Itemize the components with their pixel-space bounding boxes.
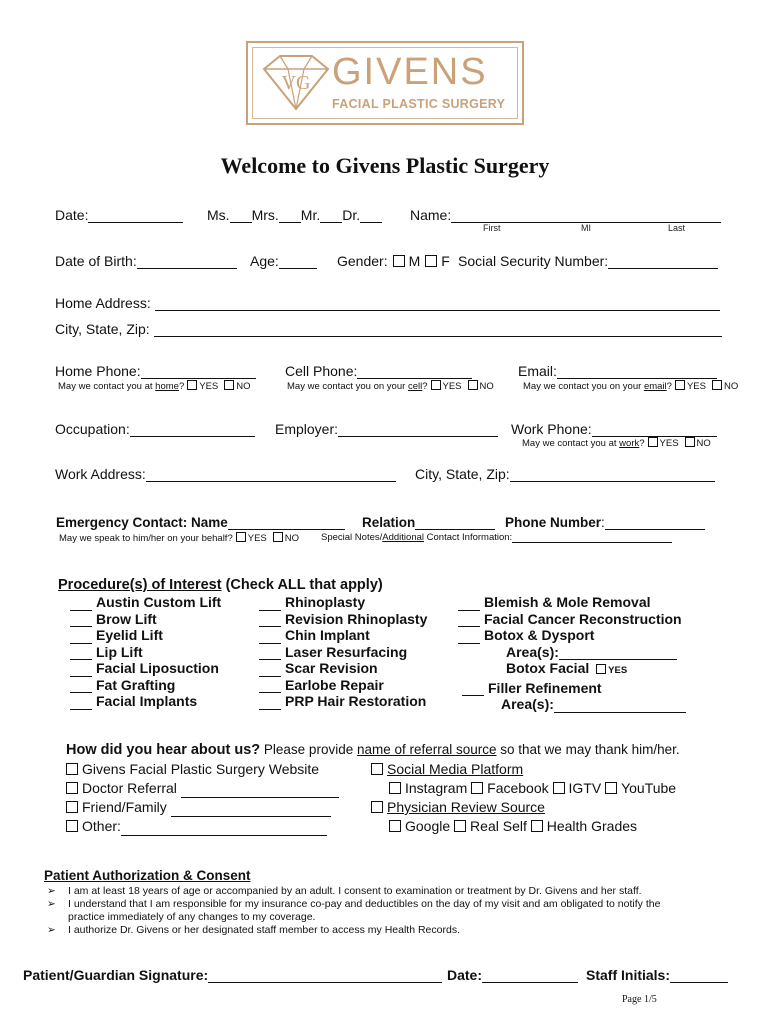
gender-f-checkbox[interactable] bbox=[425, 255, 437, 267]
employer-field[interactable] bbox=[275, 421, 498, 437]
procedure-item[interactable]: Revision Rhinoplasty bbox=[259, 611, 427, 628]
mi-caption: MI bbox=[581, 223, 591, 233]
home-phone-label: Home Phone: bbox=[55, 363, 141, 379]
facebook-checkbox[interactable] bbox=[471, 782, 483, 794]
relation-label: Relation bbox=[362, 515, 416, 530]
dob-field[interactable] bbox=[55, 253, 237, 269]
cell-no-checkbox[interactable] bbox=[468, 380, 478, 390]
physician-review-option[interactable]: Physician Review Source bbox=[371, 798, 676, 817]
relation-field[interactable] bbox=[362, 515, 495, 530]
dr-label: Dr. bbox=[342, 207, 361, 223]
procedures-col3 bbox=[458, 594, 686, 713]
health-grades-checkbox[interactable] bbox=[531, 820, 543, 832]
home-address-label: Home Address: bbox=[55, 295, 151, 311]
work-contact-question: May we contact you at work? YES NO bbox=[522, 438, 711, 449]
age-field[interactable] bbox=[250, 253, 317, 269]
date-label: Date: bbox=[55, 207, 89, 223]
home-contact-question: May we contact you at home? YES NO bbox=[58, 381, 251, 392]
website-checkbox[interactable] bbox=[66, 763, 78, 775]
home-phone-line bbox=[141, 364, 256, 379]
filler-areas-line bbox=[554, 698, 686, 713]
mr-line bbox=[320, 208, 342, 223]
social-platforms: Instagram Facebook IGTV YouTube bbox=[371, 779, 676, 798]
work-address-line bbox=[146, 467, 396, 482]
last-caption: Last bbox=[668, 223, 686, 233]
cell-contact-question: May we contact you on your cell? YES NO bbox=[287, 381, 494, 392]
logo-tagline: FACIAL PLASTIC SURGERY bbox=[332, 97, 506, 111]
work-yes-checkbox[interactable] bbox=[648, 437, 658, 447]
work-address-label: Work Address: bbox=[55, 466, 146, 482]
realself-checkbox[interactable] bbox=[454, 820, 466, 832]
procedures-col2 bbox=[259, 594, 427, 710]
procedure-item[interactable]: Filler Refinement bbox=[458, 680, 686, 697]
signature-field[interactable] bbox=[23, 967, 442, 983]
gender-f-label: F bbox=[441, 253, 450, 269]
mrs-label: Mrs. bbox=[251, 207, 279, 223]
name-field[interactable] bbox=[410, 207, 721, 223]
other-checkbox[interactable] bbox=[66, 820, 78, 832]
botox-areas-field[interactable]: Area(s): bbox=[458, 644, 686, 661]
hear-col1 bbox=[66, 760, 339, 836]
dr-line bbox=[360, 208, 382, 223]
mrs-line bbox=[279, 208, 301, 223]
page-title: Welcome to Givens Plastic Surgery bbox=[220, 153, 550, 178]
auth-item: ➢ I am at least 18 years of age or accompanied by an adult. I consent to examination or treatment by Dr. Givens and her staff. bbox=[47, 885, 642, 897]
procedure-item[interactable]: Facial Cancer Reconstruction bbox=[458, 611, 686, 628]
mr-label: Mr. bbox=[300, 207, 321, 223]
other-option[interactable]: Other: bbox=[66, 817, 339, 836]
occupation-field[interactable] bbox=[55, 421, 255, 437]
name-label: Name: bbox=[410, 207, 452, 223]
igtv-checkbox[interactable] bbox=[553, 782, 565, 794]
emergency-phone-line bbox=[605, 515, 705, 530]
cell-phone-label: Cell Phone: bbox=[285, 363, 358, 379]
staff-initials-line bbox=[670, 968, 728, 983]
home-no-checkbox[interactable] bbox=[224, 380, 234, 390]
auth-item: ➢ I understand that I am responsible for my insurance co-pay and deductibles on the day of my visit and am obligated to notify the bbox=[47, 898, 661, 910]
dob-label: Date of Birth: bbox=[55, 253, 137, 269]
signature-date-line bbox=[482, 968, 578, 983]
employer-line bbox=[338, 422, 498, 437]
work-no-checkbox[interactable] bbox=[685, 437, 695, 447]
work-city-line bbox=[510, 467, 715, 482]
signature-label: Patient/Guardian Signature: bbox=[23, 967, 209, 983]
doctor-referral-line bbox=[181, 783, 339, 798]
procedures-col1 bbox=[70, 594, 221, 710]
date-field[interactable] bbox=[55, 207, 183, 223]
doctor-referral-option[interactable]: Doctor Referral bbox=[66, 779, 339, 798]
age-line bbox=[279, 254, 317, 269]
friend-family-checkbox[interactable] bbox=[66, 801, 78, 813]
speak-no-checkbox[interactable] bbox=[273, 532, 283, 542]
home-phone-field[interactable] bbox=[55, 363, 256, 379]
work-city-label: City, State, Zip: bbox=[415, 466, 510, 482]
procedure-item[interactable]: Lip Lift bbox=[70, 644, 221, 661]
emergency-label: Emergency Contact: Name bbox=[56, 515, 228, 530]
doctor-referral-checkbox[interactable] bbox=[66, 782, 78, 794]
procedure-item[interactable]: Facial Liposuction bbox=[70, 660, 221, 677]
cell-phone-line bbox=[357, 364, 472, 379]
work-city-field[interactable] bbox=[415, 466, 715, 482]
google-checkbox[interactable] bbox=[389, 820, 401, 832]
email-contact-question: May we contact you on your email? YES NO bbox=[523, 381, 739, 392]
city-label: City, State, Zip: bbox=[55, 321, 150, 337]
home-yes-checkbox[interactable] bbox=[187, 380, 197, 390]
ssn-label: Social Security Number: bbox=[458, 253, 609, 269]
botox-facial-checkbox[interactable] bbox=[596, 664, 606, 674]
procedure-item[interactable]: Scar Revision bbox=[259, 660, 427, 677]
email-label: Email: bbox=[518, 363, 557, 379]
first-caption: First bbox=[483, 223, 501, 233]
dob-line bbox=[137, 254, 237, 269]
special-notes-field[interactable]: Special Notes/Additional Contact Information: bbox=[321, 532, 672, 543]
staff-initials-field[interactable] bbox=[586, 967, 728, 983]
speak-question: May we speak to him/her on your behalf? YES NO bbox=[59, 533, 299, 544]
youtube-checkbox[interactable] bbox=[605, 782, 617, 794]
botox-facial-option[interactable]: Botox Facial YES bbox=[506, 660, 628, 676]
gender-label: Gender: bbox=[337, 253, 388, 269]
logo-brand: GIVENS bbox=[332, 51, 488, 93]
title-options[interactable] bbox=[207, 207, 382, 223]
signature-line bbox=[208, 968, 442, 983]
email-yes-checkbox[interactable] bbox=[675, 380, 685, 390]
procedure-item[interactable]: Botox & Dysport bbox=[458, 627, 686, 644]
cell-yes-checkbox[interactable] bbox=[431, 380, 441, 390]
email-field[interactable] bbox=[518, 363, 717, 379]
gender-field[interactable] bbox=[337, 253, 450, 269]
instagram-checkbox[interactable] bbox=[389, 782, 401, 794]
signature-date-field[interactable] bbox=[447, 967, 578, 983]
city-state-zip-field[interactable] bbox=[55, 321, 722, 337]
logo-monogram: VG bbox=[281, 72, 311, 94]
home-address-field[interactable] bbox=[55, 295, 720, 311]
emergency-phone-field[interactable]: Phone Number: bbox=[505, 515, 705, 530]
procedure-item[interactable]: Rhinoplasty bbox=[259, 594, 427, 611]
ms-label: Ms. bbox=[207, 207, 230, 223]
email-no-checkbox[interactable] bbox=[712, 380, 722, 390]
procedure-item[interactable]: Blemish & Mole Removal bbox=[458, 594, 686, 611]
city-line bbox=[154, 322, 722, 337]
emergency-name-line bbox=[228, 515, 345, 530]
website-option[interactable]: Givens Facial Plastic Surgery Website bbox=[66, 760, 339, 779]
ms-line bbox=[230, 208, 252, 223]
ssn-line bbox=[608, 254, 718, 269]
date-line bbox=[88, 208, 183, 223]
procedures-heading: Procedure(s) of Interest (Check ALL that apply) bbox=[58, 577, 383, 593]
age-label: Age: bbox=[250, 253, 279, 269]
special-notes-line bbox=[512, 532, 672, 543]
procedure-item[interactable]: Fat Grafting bbox=[70, 677, 221, 694]
home-address-line bbox=[155, 296, 720, 311]
procedure-item[interactable]: Chin Implant bbox=[259, 627, 427, 644]
gender-m-checkbox[interactable] bbox=[393, 255, 405, 267]
hear-col2 bbox=[371, 760, 676, 836]
practice-logo bbox=[246, 41, 524, 125]
social-media-checkbox[interactable] bbox=[371, 763, 383, 775]
name-line bbox=[451, 208, 721, 223]
auth-item: practice immediately of any changes to my coverage. bbox=[68, 911, 316, 923]
review-sources: Google Real Self Health Grades bbox=[371, 817, 676, 836]
procedure-item[interactable]: Brow Lift bbox=[70, 611, 221, 628]
signature-date-label: Date: bbox=[447, 967, 483, 983]
occupation-label: Occupation: bbox=[55, 421, 130, 437]
work-phone-label: Work Phone: bbox=[511, 421, 592, 437]
work-phone-line bbox=[592, 422, 717, 437]
auth-heading: Patient Authorization & Consent bbox=[44, 868, 251, 883]
friend-family-option[interactable]: Friend/Family bbox=[66, 798, 339, 817]
employer-label: Employer: bbox=[275, 421, 339, 437]
work-address-field[interactable] bbox=[55, 466, 396, 482]
auth-list bbox=[47, 885, 660, 937]
botox-areas-line bbox=[559, 645, 677, 660]
staff-initials-label: Staff Initials: bbox=[586, 967, 671, 983]
work-phone-field[interactable] bbox=[511, 421, 717, 437]
email-line bbox=[557, 364, 717, 379]
speak-yes-checkbox[interactable] bbox=[236, 532, 246, 542]
procedure-item[interactable]: PRP Hair Restoration bbox=[259, 693, 427, 710]
procedure-item[interactable]: Laser Resurfacing bbox=[259, 644, 427, 661]
filler-areas-field[interactable]: Area(s): bbox=[458, 696, 686, 713]
procedure-item[interactable]: Austin Custom Lift bbox=[70, 594, 221, 611]
physician-review-checkbox[interactable] bbox=[371, 801, 383, 813]
procedure-item[interactable]: Eyelid Lift bbox=[70, 627, 221, 644]
procedure-item[interactable]: Earlobe Repair bbox=[259, 677, 427, 694]
auth-item: ➢ I authorize Dr. Givens or her designated staff member to access my Health Records. bbox=[47, 924, 460, 936]
emergency-phone-label: Phone Number bbox=[505, 515, 602, 530]
page-number: Page 1/5 bbox=[622, 994, 657, 1005]
procedure-item[interactable]: Facial Implants bbox=[70, 693, 221, 710]
hear-question: How did you hear about us? Please provide name of referral source so that we may thank him/her. bbox=[66, 742, 680, 758]
friend-family-line bbox=[171, 802, 331, 817]
social-media-option[interactable]: Social Media Platform bbox=[371, 760, 676, 779]
other-line bbox=[121, 821, 327, 836]
gender-m-label: M bbox=[408, 253, 421, 269]
emergency-name-field[interactable] bbox=[56, 515, 345, 530]
occupation-line bbox=[130, 422, 255, 437]
relation-line bbox=[415, 515, 495, 530]
cell-phone-field[interactable] bbox=[285, 363, 472, 379]
ssn-field[interactable] bbox=[458, 253, 718, 269]
